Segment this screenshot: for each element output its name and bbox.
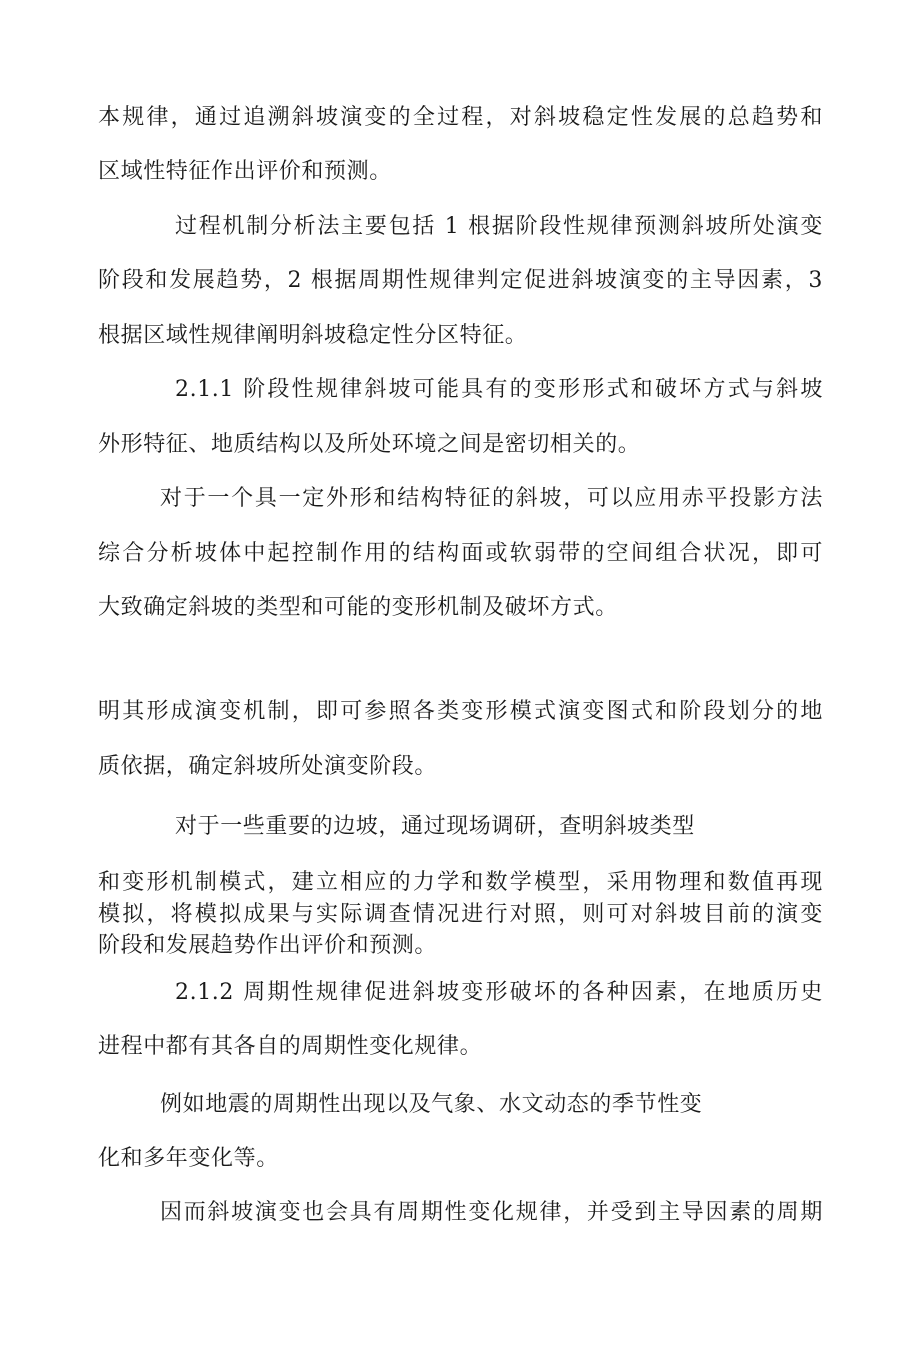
text-line: 过程机制分析法主要包括 1 根据阶段性规律预测斜坡所处演变 — [175, 214, 823, 239]
text-line: 因而斜坡演变也会具有周期性变化规律，并受到主导因素的周期 — [160, 1200, 823, 1225]
text-line: 大致确定斜坡的类型和可能的变形机制及破坏方式。 — [98, 595, 618, 620]
text-line: 阶段和发展趋势作出评价和预测。 — [98, 933, 438, 958]
text-line: 根据区域性规律阐明斜坡稳定性分区特征。 — [98, 323, 528, 348]
text-line: 质依据，确定斜坡所处演变阶段。 — [98, 754, 438, 779]
section-heading-line: 2.1.1 阶段性规律斜坡可能具有的变形形式和破坏方式与斜坡 — [175, 377, 823, 402]
text-line: 进程中都有其各自的周期性变化规律。 — [98, 1034, 483, 1059]
text-line: 例如地震的周期性出现以及气象、水文动态的季节性变 — [160, 1092, 703, 1117]
text-line: 阶段和发展趋势，2 根据周期性规律判定促进斜坡演变的主导因素，3 — [98, 268, 823, 293]
text-line: 化和多年变化等。 — [98, 1146, 279, 1171]
text-line: 本规律，通过追溯斜坡演变的全过程，对斜坡稳定性发展的总趋势和 — [98, 105, 823, 130]
text-line: 和变形机制模式，建立相应的力学和数学模型，采用物理和数值再现 — [98, 870, 823, 895]
text-line: 外形特征、地质结构以及所处环境之间是密切相关的。 — [98, 432, 641, 457]
text-line: 区域性特征作出评价和预测。 — [98, 159, 392, 184]
text-line: 对于一个具一定外形和结构特征的斜坡，可以应用赤平投影方法 — [160, 486, 823, 511]
section-heading-line: 2.1.2 周期性规律促进斜坡变形破坏的各种因素，在地质历史 — [175, 980, 823, 1005]
text-line: 对于一些重要的边坡，通过现场调研，查明斜坡类型 — [175, 814, 695, 839]
text-line: 综合分析坡体中起控制作用的结构面或软弱带的空间组合状况，即可 — [98, 541, 823, 566]
text-line: 模拟，将模拟成果与实际调查情况进行对照，则可对斜坡目前的演变 — [98, 902, 823, 927]
text-line: 明其形成演变机制，即可参照各类变形模式演变图式和阶段划分的地 — [98, 699, 823, 724]
